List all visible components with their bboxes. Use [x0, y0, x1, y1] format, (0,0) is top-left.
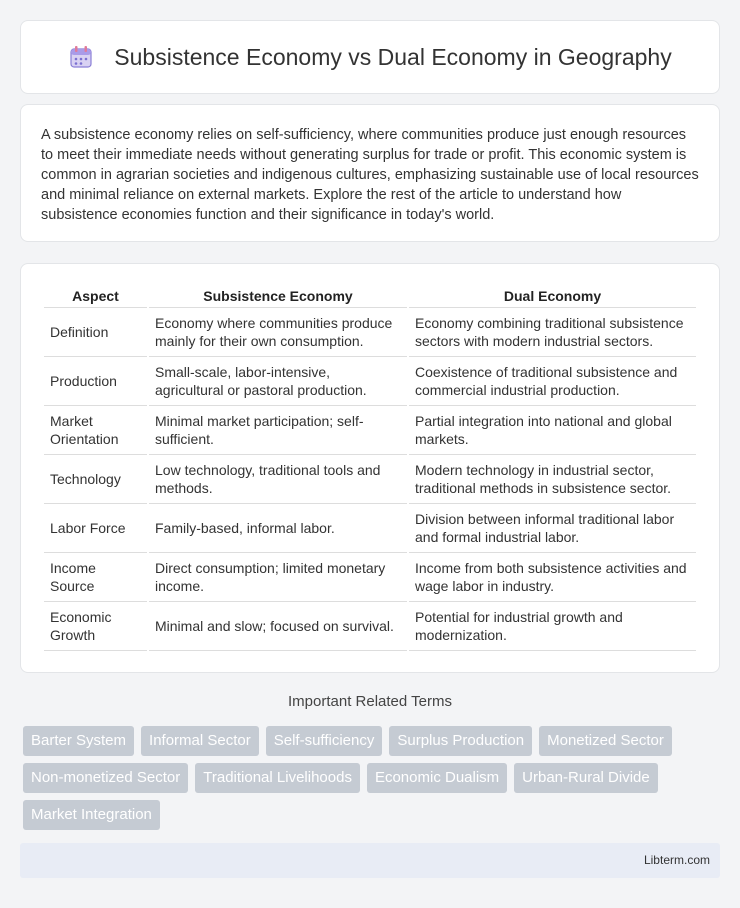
subsistence-cell: Small-scale, labor-intensive, agricultural or pastoral production. [149, 357, 407, 406]
aspect-cell: Technology [44, 455, 147, 504]
header-aspect: Aspect [44, 284, 147, 308]
table-row [44, 553, 696, 602]
related-term-tag[interactable]: Surplus Production [389, 726, 532, 756]
related-term-tag[interactable]: Monetized Sector [539, 726, 672, 756]
table-row [44, 357, 696, 406]
table-row [44, 406, 696, 455]
dual-cell: Division between informal traditional labor and formal industrial labor. [409, 504, 696, 553]
dual-cell: Potential for industrial growth and modernization. [409, 602, 696, 651]
table-header-row [44, 284, 696, 308]
aspect-cell: Income Source [44, 553, 147, 602]
related-term-tag[interactable]: Urban-Rural Divide [514, 763, 658, 793]
comparison-table-card [20, 263, 720, 673]
header-subsistence: Subsistence Economy [149, 284, 407, 308]
related-term-tag[interactable]: Market Integration [23, 800, 160, 830]
table-row [44, 504, 696, 553]
related-terms-list [23, 726, 723, 837]
subsistence-cell: Economy where communities produce mainly for their own consumption. [149, 308, 407, 357]
related-term-tag[interactable]: Traditional Livelihoods [195, 763, 360, 793]
dual-cell: Partial integration into national and global markets. [409, 406, 696, 455]
dual-cell: Modern technology in industrial sector, traditional methods in subsistence sector. [409, 455, 696, 504]
dual-cell: Economy combining traditional subsistence sectors with modern industrial sectors. [409, 308, 696, 357]
subsistence-cell: Minimal market participation; self-sufficient. [149, 406, 407, 455]
footer: Libterm.com [20, 843, 720, 878]
comparison-table [42, 284, 698, 651]
calendar-icon [68, 44, 94, 70]
aspect-cell: Economic Growth [44, 602, 147, 651]
related-term-tag[interactable]: Self-sufficiency [266, 726, 383, 756]
aspect-cell: Market Orientation [44, 406, 147, 455]
aspect-cell: Labor Force [44, 504, 147, 553]
related-term-tag[interactable]: Informal Sector [141, 726, 259, 756]
table-row [44, 602, 696, 651]
subsistence-cell: Direct consumption; limited monetary income. [149, 553, 407, 602]
aspect-cell: Production [44, 357, 147, 406]
aspect-cell: Definition [44, 308, 147, 357]
intro-card [20, 104, 720, 242]
related-term-tag[interactable]: Non-monetized Sector [23, 763, 188, 793]
subsistence-cell: Minimal and slow; focused on survival. [149, 602, 407, 651]
header-dual: Dual Economy [409, 284, 696, 308]
title-card [20, 20, 720, 94]
dual-cell: Income from both subsistence activities and wage labor in industry. [409, 553, 696, 602]
related-terms-title: Important Related Terms [288, 693, 452, 710]
table-row [44, 308, 696, 357]
dual-cell: Coexistence of traditional subsistence and commercial industrial production. [409, 357, 696, 406]
intro-text: A subsistence economy relies on self-sufficiency, where communities produce just enough resources to meet their immediate needs without generating surplus for trade or profit. This economic system is common in agrarian societies and indigenous cultures, emphasizing sustainable use of local resources and minimal reliance on external markets. Explore the rest of the article to understand how subsistence economies function and their significance in today's world. [41, 127, 699, 223]
subsistence-cell: Family-based, informal labor. [149, 504, 407, 553]
related-term-tag[interactable]: Barter System [23, 726, 134, 756]
table-row [44, 455, 696, 504]
related-term-tag[interactable]: Economic Dualism [367, 763, 507, 793]
page-title: Subsistence Economy vs Dual Economy in Geography [114, 43, 672, 70]
subsistence-cell: Low technology, traditional tools and methods. [149, 455, 407, 504]
